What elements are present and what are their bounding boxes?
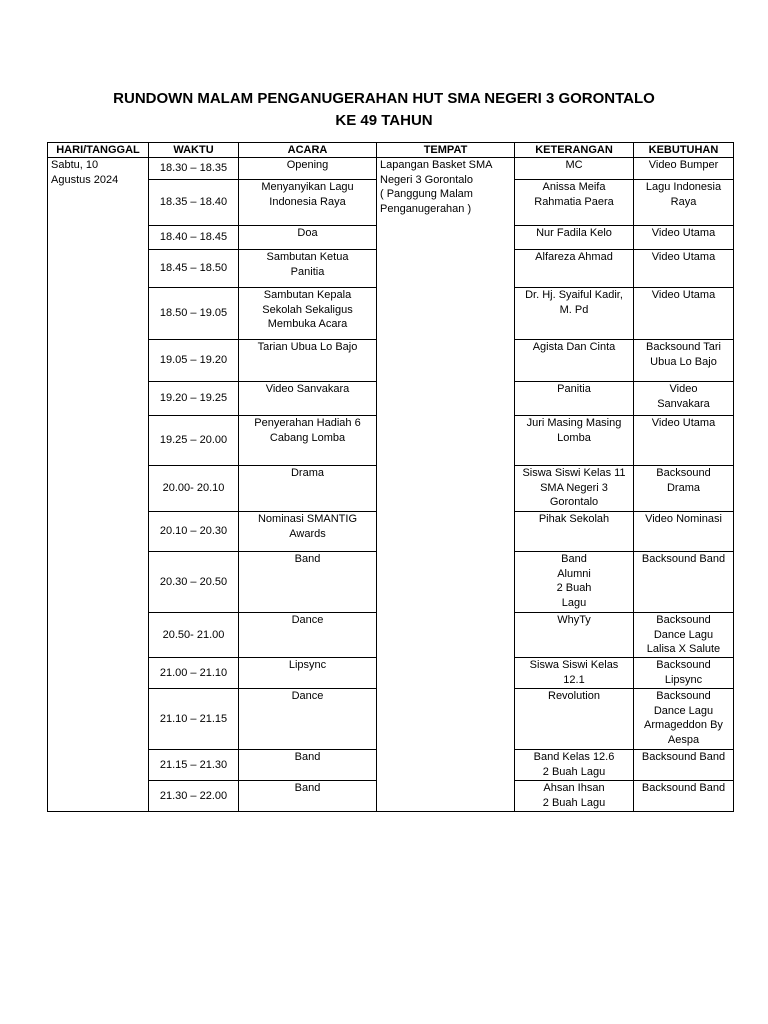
- cell-waktu: 19.05 – 19.20: [149, 340, 239, 382]
- cell-kebutuhan: Backsound Dance Lagu Lalisa X Salute: [634, 613, 734, 658]
- cell-acara: Nominasi SMANTIG Awards: [239, 512, 377, 552]
- cell-kebutuhan: Video Utama: [634, 288, 734, 340]
- cell-keterangan: Dr. Hj. Syaiful Kadir, M. Pd: [515, 288, 634, 340]
- cell-keterangan: Siswa Siswi Kelas 12.1: [515, 658, 634, 689]
- cell-keterangan: Juri Masing Masing Lomba: [515, 416, 634, 466]
- table-header-row: [48, 143, 734, 158]
- cell-acara: Video Sanvakara: [239, 382, 377, 416]
- cell-keterangan: Revolution: [515, 689, 634, 750]
- cell-keterangan: Band Kelas 12.6 2 Buah Lagu: [515, 750, 634, 781]
- cell-acara: Band: [239, 552, 377, 613]
- cell-kebutuhan: Backsound Drama: [634, 466, 734, 512]
- cell-acara: Doa: [239, 226, 377, 250]
- document-title: RUNDOWN MALAM PENGANUGERAHAN HUT SMA NEGERI 3 GORONTALO: [113, 90, 655, 107]
- cell-waktu: 19.20 – 19.25: [149, 382, 239, 416]
- cell-tempat: Lapangan Basket SMA Negeri 3 Gorontalo ( Panggung Malam Penganugerahan ): [377, 158, 515, 812]
- cell-waktu: 21.30 – 22.00: [149, 781, 239, 812]
- cell-waktu: 21.10 – 21.15: [149, 689, 239, 750]
- cell-acara: Band: [239, 781, 377, 812]
- cell-acara: Dance: [239, 689, 377, 750]
- cell-waktu: 21.15 – 21.30: [149, 750, 239, 781]
- cell-keterangan: Band Alumni 2 Buah Lagu: [515, 552, 634, 613]
- cell-kebutuhan: Video Sanvakara: [634, 382, 734, 416]
- cell-waktu: 20.00- 20.10: [149, 466, 239, 512]
- cell-acara: Band: [239, 750, 377, 781]
- cell-waktu: 21.00 – 21.10: [149, 658, 239, 689]
- cell-waktu: 20.10 – 20.30: [149, 512, 239, 552]
- cell-acara: Drama: [239, 466, 377, 512]
- cell-kebutuhan: Backsound Band: [634, 750, 734, 781]
- cell-keterangan: MC: [515, 158, 634, 180]
- cell-kebutuhan: Video Nominasi: [634, 512, 734, 552]
- document-subtitle: KE 49 TAHUN: [335, 112, 433, 129]
- cell-kebutuhan: Backsound Lipsync: [634, 658, 734, 689]
- cell-keterangan: WhyTy: [515, 613, 634, 658]
- cell-waktu: 18.45 – 18.50: [149, 250, 239, 288]
- cell-kebutuhan: Video Utama: [634, 226, 734, 250]
- cell-acara: Sambutan Ketua Panitia: [239, 250, 377, 288]
- cell-acara: Opening: [239, 158, 377, 180]
- cell-waktu: 18.35 – 18.40: [149, 180, 239, 226]
- cell-acara: Sambutan Kepala Sekolah Sekaligus Membuka Acara: [239, 288, 377, 340]
- cell-keterangan: Alfareza Ahmad: [515, 250, 634, 288]
- cell-hari-tanggal: Sabtu, 10 Agustus 2024: [48, 158, 149, 812]
- header-acara: ACARA: [239, 143, 377, 158]
- cell-keterangan: Siswa Siswi Kelas 11 SMA Negeri 3 Gorontalo: [515, 466, 634, 512]
- cell-kebutuhan: Backsound Band: [634, 781, 734, 812]
- cell-keterangan: Anissa Meifa Rahmatia Paera: [515, 180, 634, 226]
- header-waktu: WAKTU: [149, 143, 239, 158]
- cell-acara: Dance: [239, 613, 377, 658]
- cell-acara: Menyanyikan Lagu Indonesia Raya: [239, 180, 377, 226]
- cell-waktu: 20.50- 21.00: [149, 613, 239, 658]
- rundown-table: [47, 142, 734, 812]
- cell-keterangan: Agista Dan Cinta: [515, 340, 634, 382]
- cell-acara: Penyerahan Hadiah 6 Cabang Lomba: [239, 416, 377, 466]
- cell-acara: Tarian Ubua Lo Bajo: [239, 340, 377, 382]
- cell-keterangan: Pihak Sekolah: [515, 512, 634, 552]
- cell-kebutuhan: Video Bumper: [634, 158, 734, 180]
- header-kebutuhan: KEBUTUHAN: [634, 143, 734, 158]
- cell-waktu: 19.25 – 20.00: [149, 416, 239, 466]
- cell-kebutuhan: Video Utama: [634, 250, 734, 288]
- cell-kebutuhan: Backsound Band: [634, 552, 734, 613]
- cell-kebutuhan: Lagu Indonesia Raya: [634, 180, 734, 226]
- header-tempat: TEMPAT: [377, 143, 515, 158]
- cell-acara: Lipsync: [239, 658, 377, 689]
- cell-keterangan: Nur Fadila Kelo: [515, 226, 634, 250]
- cell-keterangan: Panitia: [515, 382, 634, 416]
- cell-kebutuhan: Video Utama: [634, 416, 734, 466]
- cell-kebutuhan: Backsound Tari Ubua Lo Bajo: [634, 340, 734, 382]
- cell-waktu: 18.30 – 18.35: [149, 158, 239, 180]
- header-keterangan: KETERANGAN: [515, 143, 634, 158]
- cell-waktu: 18.50 – 19.05: [149, 288, 239, 340]
- header-hari-tanggal: HARI/TANGGAL: [48, 143, 149, 158]
- cell-keterangan: Ahsan Ihsan 2 Buah Lagu: [515, 781, 634, 812]
- table-row: [48, 158, 734, 180]
- cell-waktu: 20.30 – 20.50: [149, 552, 239, 613]
- cell-kebutuhan: Backsound Dance Lagu Armageddon By Aespa: [634, 689, 734, 750]
- cell-waktu: 18.40 – 18.45: [149, 226, 239, 250]
